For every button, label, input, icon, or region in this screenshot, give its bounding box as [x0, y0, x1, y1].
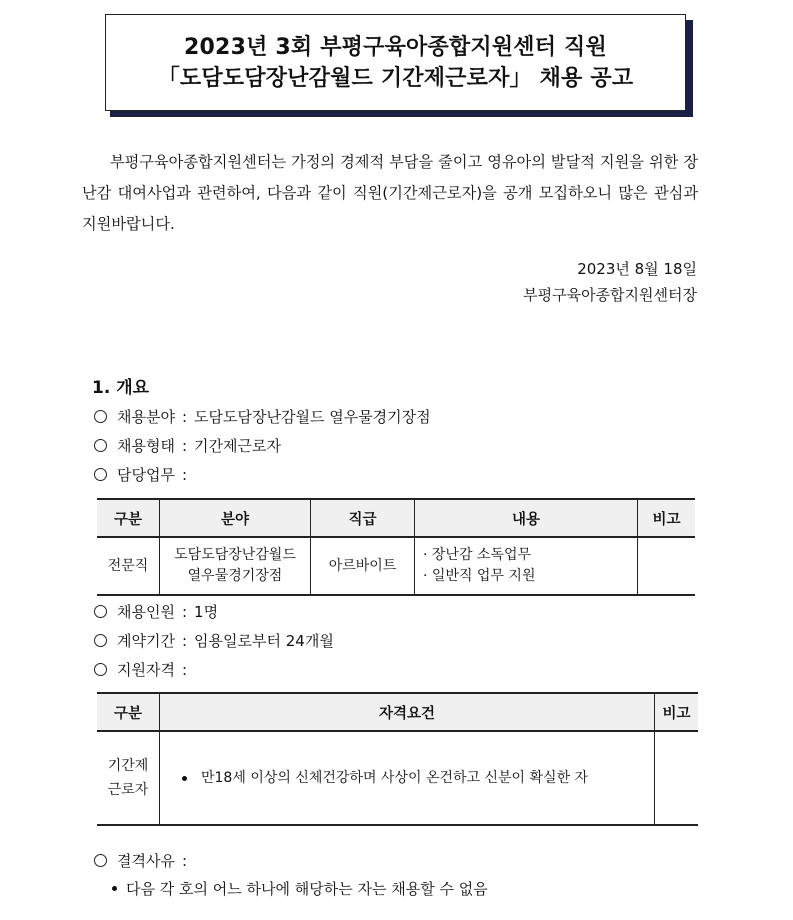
- colon-separator: :: [181, 465, 188, 484]
- item-label: 결격사유: [117, 852, 175, 870]
- contract-period-item: [94, 630, 334, 651]
- item-value: 기간제근로자: [194, 437, 281, 455]
- qualification-table: [97, 692, 698, 826]
- table-header-row: [97, 693, 698, 731]
- table-row: [97, 537, 695, 595]
- colon-separator: :: [181, 631, 188, 650]
- cell-requirement: [160, 731, 655, 825]
- organization-name: 부평구육아종합지원센터장: [523, 286, 697, 304]
- colon-separator: :: [181, 851, 188, 870]
- disqualification-sub-item: [112, 878, 488, 899]
- category-line-2: 근로자: [107, 782, 149, 798]
- colon-separator: :: [181, 602, 188, 621]
- header-category: 구분: [97, 499, 160, 537]
- recruit-field-item: [94, 406, 431, 427]
- dot-bullet-icon: [112, 886, 117, 891]
- header-requirement: 자격요건: [160, 693, 655, 731]
- circle-bullet-icon: [94, 468, 107, 481]
- intro-paragraph: [82, 147, 698, 240]
- circle-bullet-icon: [94, 605, 107, 618]
- field-line-1: 도담도담장난감월드: [174, 547, 296, 563]
- headcount-item: [94, 601, 218, 622]
- item-label: 채용형태: [117, 437, 175, 455]
- cell-note: [638, 537, 696, 595]
- item-label: 계약기간: [117, 632, 175, 650]
- item-value: 임용일로부터 24개월: [194, 632, 334, 650]
- title-box: [105, 14, 686, 111]
- employment-type-item: [94, 435, 281, 456]
- header-note: 비고: [655, 693, 699, 731]
- intro-text: 부평구육아종합지원센터는 가정의 경제적 부담을 줄이고 영유아의 발달적 지원을 위한 장난감 대여사업과 관련하여, 다음과 같이 직원(기간제근로자)을 공개 모집하오니 많은 관심과 지원바랍니다.: [82, 153, 698, 233]
- table-row: [97, 731, 698, 825]
- colon-separator: :: [181, 407, 188, 426]
- title-line-2: 「도담도담장난감월드 기간제근로자」 채용 공고: [157, 65, 634, 91]
- field-line-2: 열우물경기장점: [187, 568, 283, 584]
- qualification-item: [94, 659, 194, 680]
- cell-category: [97, 731, 160, 825]
- disqualification-item: [94, 850, 194, 871]
- sub-item-text: 다음 각 호의 어느 하나에 해당하는 자는 채용할 수 없음: [126, 880, 488, 898]
- dot-bullet-icon: [182, 776, 187, 781]
- announcement-date: 2023년 8월 18일: [577, 260, 697, 278]
- task-line-1: · 장난감 소독업무: [423, 547, 532, 563]
- item-label: 지원자격: [117, 661, 175, 679]
- cell-field: [160, 537, 311, 595]
- item-value: 도담도담장난감월드 열우물경기장점: [194, 408, 431, 426]
- header-note: 비고: [638, 499, 696, 537]
- task-line-2: · 일반직 업무 지원: [423, 568, 536, 584]
- cell-rank: 아르바이트: [311, 537, 415, 595]
- header-content: 내용: [415, 499, 638, 537]
- duty-table: [97, 498, 695, 596]
- circle-bullet-icon: [94, 854, 107, 867]
- requirement-text: 만18세 이상의 신체건강하며 사상이 온건하고 신분이 확실한 자: [201, 770, 589, 786]
- cell-note: [655, 731, 699, 825]
- cell-content: [415, 537, 638, 595]
- duties-item: [94, 464, 194, 485]
- circle-bullet-icon: [94, 410, 107, 423]
- colon-separator: :: [181, 436, 188, 455]
- circle-bullet-icon: [94, 663, 107, 676]
- item-label: 채용인원: [117, 603, 175, 621]
- circle-bullet-icon: [94, 634, 107, 647]
- header-field: 분야: [160, 499, 311, 537]
- category-line-1: 기간제: [107, 758, 149, 774]
- header-rank: 직급: [311, 499, 415, 537]
- colon-separator: :: [181, 660, 188, 679]
- item-label: 담당업무: [117, 466, 175, 484]
- table-header-row: [97, 499, 695, 537]
- header-category: 구분: [97, 693, 160, 731]
- item-label: 채용분야: [117, 408, 175, 426]
- title-line-1: 2023년 3회 부평구육아종합지원센터 직원: [184, 34, 607, 60]
- circle-bullet-icon: [94, 439, 107, 452]
- section-heading-overview: 1. 개요: [92, 378, 150, 398]
- item-value: 1명: [194, 603, 219, 621]
- cell-category: 전문직: [97, 537, 160, 595]
